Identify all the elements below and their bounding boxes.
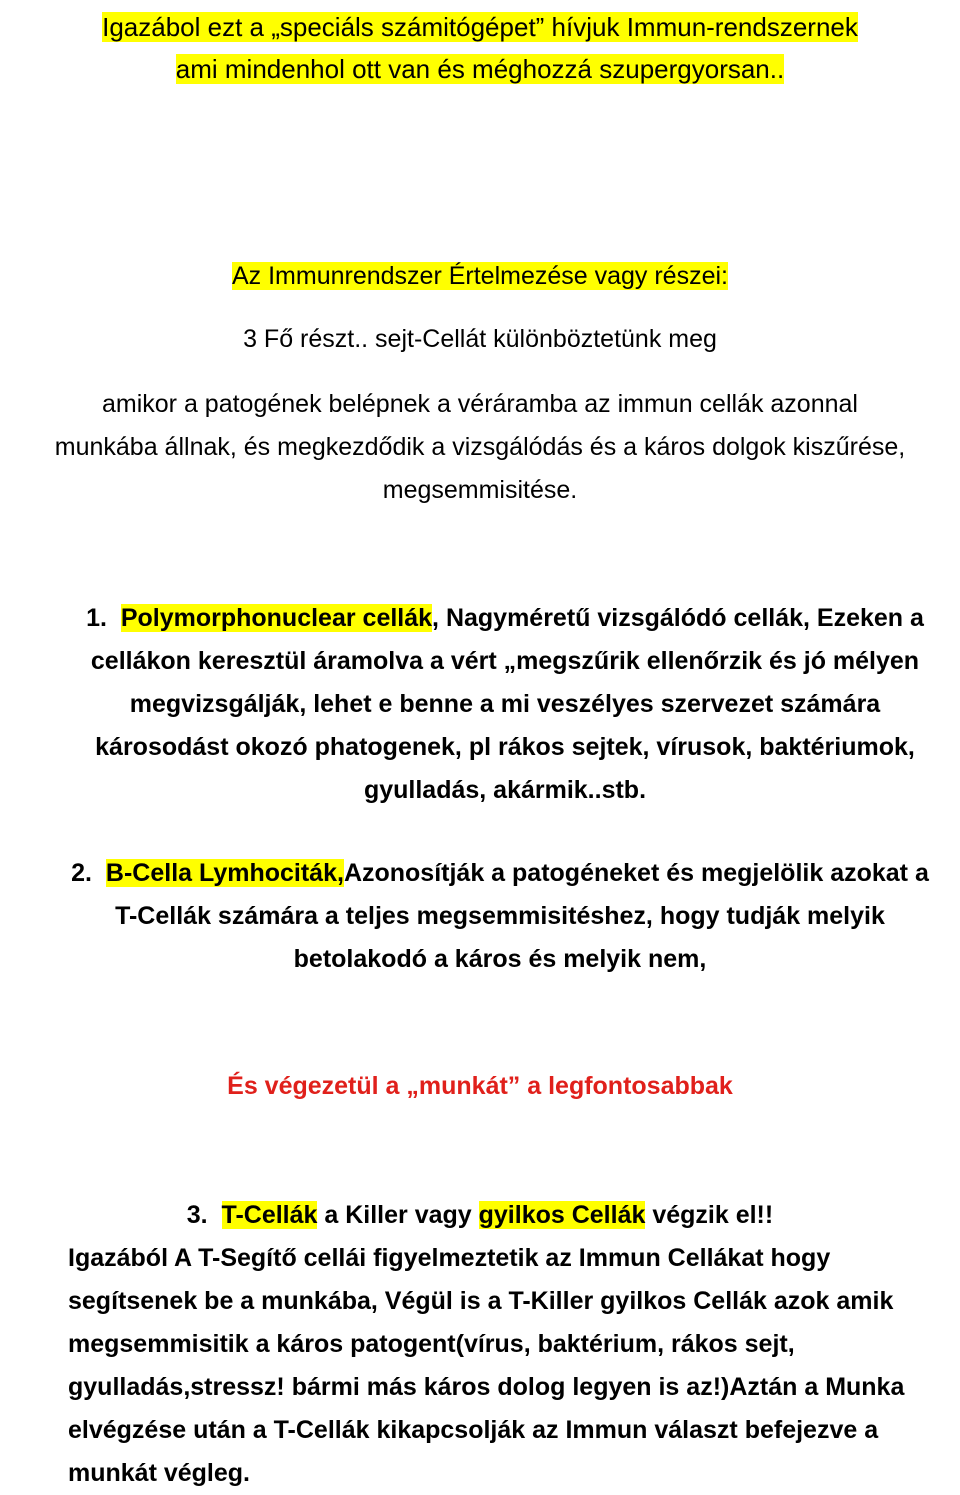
item-2-line-1: Azonosítják a patogéneket és megjelölik azokat a [343,859,929,887]
item-2-title: B-Cella Lymhociták, [105,859,344,887]
closing-line-4: gyulladás,stressz! bármi más káros dolog legyen is az!)Aztán a Munka [68,1373,905,1401]
intro-line-3: megsemmisitése. [382,476,578,504]
list-item-3 [0,1194,960,1237]
item-2-number: 2. [71,859,92,887]
item-3-number: 3. [186,1201,208,1229]
item-2-line-2: T-Cellák számára a teljes megsemmisitéshez, hogy tudják melyik [115,902,885,930]
item-1-line-1: , Nagyméretű vizsgálódó cellák, Ezeken a [432,604,924,632]
finale-heading: És végezetül a „munkát” a legfontosabbak [227,1072,733,1100]
section-subheading [0,255,960,298]
heading-line-2: ami mindenhol ott van és méghozzá szupergyorsan.. [175,54,785,84]
item-1-line-5: gyulladás, akármik..stb. [363,776,647,804]
item-3-end: végzik el!! [645,1201,774,1229]
item-3-highlight: gyilkos Cellák [478,1201,646,1229]
intro-paragraph [0,383,960,512]
intro-line-2: munkába állnak, és megkezdődik a vizsgálódás és a káros dolgok kiszűrése, [54,433,906,461]
item-1-line-3: megvizsgálják, lehet e benne a mi veszélyes szervezet számára [129,690,881,718]
item-1-line-4: károsodást okozó phatogenek, pl rákos sejtek, vírusok, baktériumok, [95,733,915,761]
item-3-middle: a Killer vagy [317,1201,479,1229]
item-3-title: T-Cellák [221,1201,318,1229]
list-item-2 [40,852,960,981]
list-item-1 [50,597,960,812]
item-1-line-2: cellákon keresztül áramolva a vért „megszűrik ellenőrzik és jó mélyen [90,647,920,675]
closing-line-5: elvégzése után a T-Cellák kikapcsolják az Immun választ befejezve a [68,1416,879,1444]
closing-line-2: segítsenek be a munkába, Végül is a T-Killer gyilkos Cellák azok amik [68,1287,894,1315]
closing-line-3: megsemmisitik a káros patogent(vírus, baktérium, rákos sejt, [68,1330,795,1358]
closing-line-1: Igazából A T-Segítő cellái figyelmeztetik az Immun Cellákat hogy [68,1244,831,1272]
item-1-number: 1. [86,604,107,632]
closing-paragraph [68,1237,948,1495]
item-1-title: Polymorphonuclear cellák [120,604,433,632]
document-heading [0,6,960,90]
closing-line-6: munkát végleg. [68,1459,250,1487]
intro-line-1: amikor a patogének belépnek a véráramba az immun cellák azonnal [102,390,858,418]
heading-line-1: Igazábol ezt a „speciáls számitógépet” hívjuk Immun-rendszernek [102,12,858,42]
item-2-line-3: betolakodó a káros és melyik nem, [293,945,707,973]
parts-line: 3 Fő részt.. sejt-Cellát különböztetünk meg [243,325,717,353]
subheading-text: Az Immunrendszer Értelmezése vagy részei: [231,262,728,290]
